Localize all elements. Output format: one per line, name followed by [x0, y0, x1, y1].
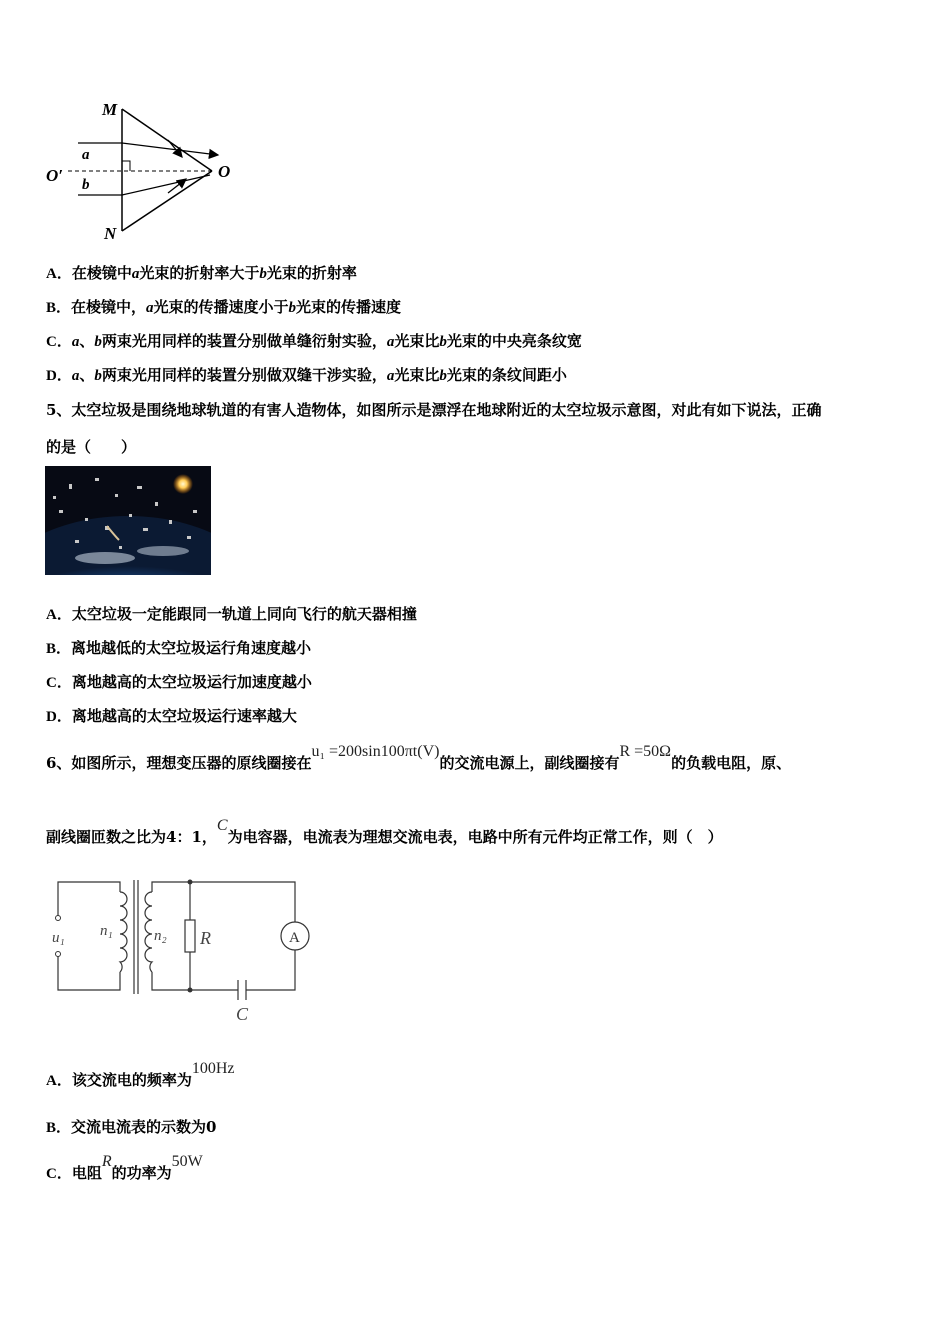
q6-stem-line2: 副线圈匝数之比为4：1，C为电容器，电流表为理想交流电表，电路中所有元件均正常工作，则（ ）	[46, 817, 723, 846]
q4-option-c[interactable]: C．a、b两束光用同样的装置分别做单缝衍射实验，a光束比b光束的中央亮条纹宽	[46, 332, 582, 350]
label-O-prime: O′	[46, 166, 64, 185]
q6-resistance-expr: R =50Ω	[619, 743, 672, 760]
q5-option-d[interactable]: D．离地越高的太空垃圾运行速率越大	[46, 707, 297, 725]
space-debris-image	[45, 466, 211, 575]
label-a: a	[82, 147, 90, 163]
q5-stem-line1: 5、太空垃圾是围绕地球轨道的有害人造物体，如图所示是漂浮在地球附近的太空垃圾示意图，对此有如下说法，正确	[46, 401, 822, 419]
q6-voltage-expr: u₁ =200sin100πt(V)	[311, 743, 440, 760]
circuit-label-n2: n₂	[154, 928, 167, 944]
transformer-circuit	[50, 872, 310, 1027]
q6-stem-line1: 6、如图所示，理想变压器的原线圈接在u₁ =200sin100πt(V)的交流电源上，副线圈接有R =50Ω的负载电阻，原、	[46, 743, 792, 772]
q5-option-a[interactable]: A．太空垃圾一定能跟同一轨道上同向飞行的航天器相撞	[46, 605, 417, 623]
q5-option-b[interactable]: B．离地越低的太空垃圾运行角速度越小	[46, 639, 312, 657]
label-b: b	[82, 177, 90, 193]
q6-option-b[interactable]: B．交流电流表的示数为0	[46, 1118, 217, 1136]
circuit-label-A: A	[289, 930, 300, 946]
q6-option-c[interactable]: C．电阻R的功率为50W	[46, 1153, 203, 1182]
label-M: M	[102, 100, 118, 119]
q4-option-a[interactable]: A．在棱镜中a光束的折射率大于b光束的折射率	[46, 264, 357, 282]
circuit-label-C: C	[236, 1004, 249, 1024]
q5-stem-line2: 的是（ ）	[46, 438, 137, 456]
q4-option-d[interactable]: D．a、b两束光用同样的装置分别做双缝干涉实验，a光束比b光束的条纹间距小	[46, 366, 567, 384]
q5-option-c[interactable]: C．离地越高的太空垃圾运行加速度越小	[46, 673, 312, 691]
circuit-label-R: R	[200, 928, 211, 948]
q6-option-a[interactable]: A．该交流电的频率为100Hz	[46, 1060, 235, 1089]
q6-capacitor-symbol: C	[216, 817, 228, 834]
prism-figure	[40, 95, 240, 245]
label-O: O	[218, 162, 231, 181]
label-N: N	[104, 224, 117, 243]
circuit-label-n1: n₁	[100, 923, 113, 939]
circuit-label-u1: u₁	[52, 930, 65, 946]
q4-option-b[interactable]: B．在棱镜中，a光束的传播速度小于b光束的传播速度	[46, 298, 402, 316]
